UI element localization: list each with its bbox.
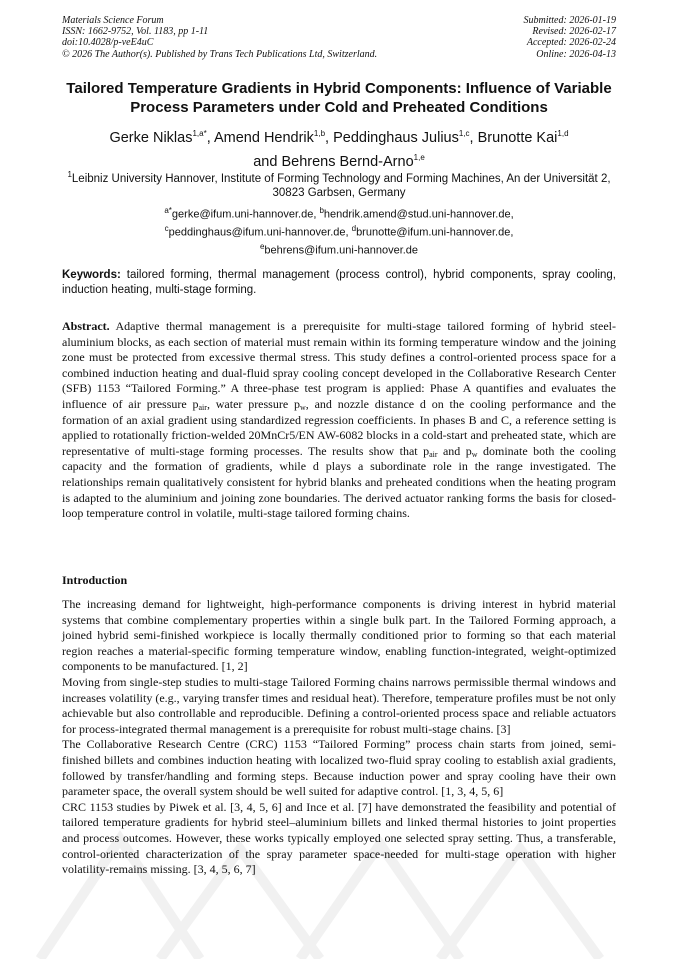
author-affiliation-marker: 1,c [458, 129, 470, 138]
author-list: Gerke Niklas$^{1,a*}$, Amend Hendrik$^{1,b}$, Peddinghaus Julius$^{1,c}$, Brunotte Kai$^{1,d}$ and Behrens Bernd-Arno$^{1,e}$ [109, 129, 569, 170]
journal-name: Materials Science Forum [62, 15, 164, 26]
author-emails: $^{a*}$gerke@ifum.uni-hannover.de, $^b$hendrik.amend@stud.uni-hannover.de, $^c$peddinghaus@ifum.uni-hannover.de, $^d$brunotte@ifum.uni-hannover.de, $^e$behrens@ifum.uni-hannover.de [164, 206, 514, 257]
paragraph: The Collaborative Research Centre (CRC) 1153 “Tailored Forming” process chain starts from joined, semi-finished billets and combines induction heating with localized two-fluid spray cooling to establish axial gradients, followed by transfer/handling and forming steps. Because induction power and spray cooling have their own parameter space, the overall system should be well suited for adaptive control. [1, 3, 4, 5, 6] [62, 737, 616, 799]
author-name: Peddinghaus Julius [333, 129, 459, 146]
copyright: © 2026 The Author(s). Published by Trans Tech Publications Ltd, Switzerland. [62, 48, 378, 60]
date-revised: Revised: 2026-02-17 [532, 26, 616, 38]
paragraph: CRC 1153 studies by Piwek et al. [3, 4, 5, 6] and Ince et al. [7] have demonstrated the feasibility and potential of tailored temperature gradients for hybrid steel–aluminium billets and linked thermal histories to joint properties and process outcomes. However, these works typically employed one selected spray setting. Thus, a transferable, control-oriented characterization of the spray parameter space-needed for multi-stage operation with higher volatility-remains missing. [3, 4, 5, 6, 7] [62, 799, 616, 877]
paper-title: Tailored Temperature Gradients in Hybrid Components: Influence of Variable Process Parameters under Cold and Preheated Conditions [66, 80, 612, 116]
keywords-text: tailored forming, thermal management (process control), hybrid components, spray cooling, induction heating, multi-stage forming. [62, 269, 616, 296]
date-submitted: Submitted: 2026-01-19 [523, 15, 616, 26]
author-name: Behrens Bernd-Arno [281, 153, 414, 170]
email-link[interactable]: brunotte@ifum.uni-hannover.de, [356, 226, 514, 239]
date-accepted: Accepted: 2026-02-24 [526, 37, 616, 49]
author-affiliation-marker: 1,b [313, 129, 326, 138]
publication-dates [524, 15, 617, 60]
author-name: Gerke Niklas [109, 129, 193, 146]
doi[interactable]: doi:10.4028/p-veE4uC [62, 37, 154, 49]
email-link[interactable]: behrens@ifum.uni-hannover.de [264, 244, 419, 257]
email-link[interactable]: gerke@ifum.uni-hannover.de, [171, 208, 320, 221]
publication-info [62, 15, 377, 60]
author-name: Amend Hendrik [213, 129, 314, 146]
author-affiliation-marker: 1,a* [192, 129, 207, 138]
paragraph: Moving from single-step studies to multi-stage Tailored Forming chains narrows permissible thermal windows and increases volatility (e.g., varying transfer times and residual heat). Therefore, temperature profiles must be not only achievable but also controllable and reproducible. Defining a control-oriented process space and reliable actuators for process-integrated thermal management is a prerequisite for robust multi-stage chains. [3] [62, 674, 616, 736]
email-link[interactable]: peddinghaus@ifum.uni-hannover.de, [168, 226, 352, 239]
abstract: Abstract. Adaptive thermal management is a prerequisite for multi-stage tailored forming of hybrid steel-aluminium blocks, as each section of material must remain within its forming temperature window and the joining zone must be protected from excessive thermal stress. This study defines a control-oriented process space for a combined induction heating and dual-fluid spray cooling concept developed in the Collaborative Research Center (SFB) 1153 “Tailored Forming.” A three-phase test program is applied: Phase A quantifies and evaluates the influence of air pressure $p_{air}$, water pressure $p_w$, and nozzle distance d on the cooling performance and the formation of an axial gradient using standardized regression coefficients. In phases B and C, a reference setting is applied to rotationally friction-welded 20MnCr5/EN AW-6082 blocks in a cold-start and preheated state, which are representative of multi-stage forming processes. The results show that $p_{air}$ and $p_w$ dominate both the cooling capacity and the formation of gradients, while d plays a subordinate role in the range investigated. The relationships remain qualitatively consistent for hybrid blanks and preheated conditions when the heating program is adapted to the aluminium and joining zone boundaries. The derived actuator ranking forms the basis for closed-loop temperature control in volatile, multi-stage tailored forming chains. [62, 319, 617, 521]
section-heading-introduction: Introduction [62, 573, 128, 587]
author-affiliation-marker: 1,e [413, 152, 425, 162]
affiliation-marker: 1 [67, 170, 72, 179]
author-affiliation-marker: 1,d [557, 129, 569, 138]
abstract-label: Abstract. [62, 319, 110, 333]
issn-volume: ISSN: 1662-9752, Vol. 1183, pp 1-11 [62, 26, 209, 38]
keywords-label: Keywords: [62, 269, 121, 281]
affiliation [62, 168, 616, 201]
affiliation-text: Leibniz University Hannover, Institute of Forming Technology and Forming Machines, An der Universität 2, 30823 Garbsen, Germany [71, 172, 611, 200]
email-link[interactable]: hendrik.amend@stud.uni-hannover.de, [323, 208, 514, 221]
background-watermark [0, 819, 678, 959]
author-name: Brunotte Kai [477, 129, 558, 146]
date-online: Online: 2026-04-13 [536, 48, 616, 60]
keywords [62, 268, 616, 298]
paragraph: The increasing demand for lightweight, high-performance components is driving interest in hybrid material systems that combine complementary properties within a single bulk part. In the Tailored Forming approach, a joined hybrid semi-finished workpiece is locally thermally conditioned prior to forming so that each material region reaches a material-specific forming temperature window, enabling function-integrated, weight-optimized components to be manufactured. [1, 2] [62, 597, 616, 674]
running-header [62, 15, 616, 60]
